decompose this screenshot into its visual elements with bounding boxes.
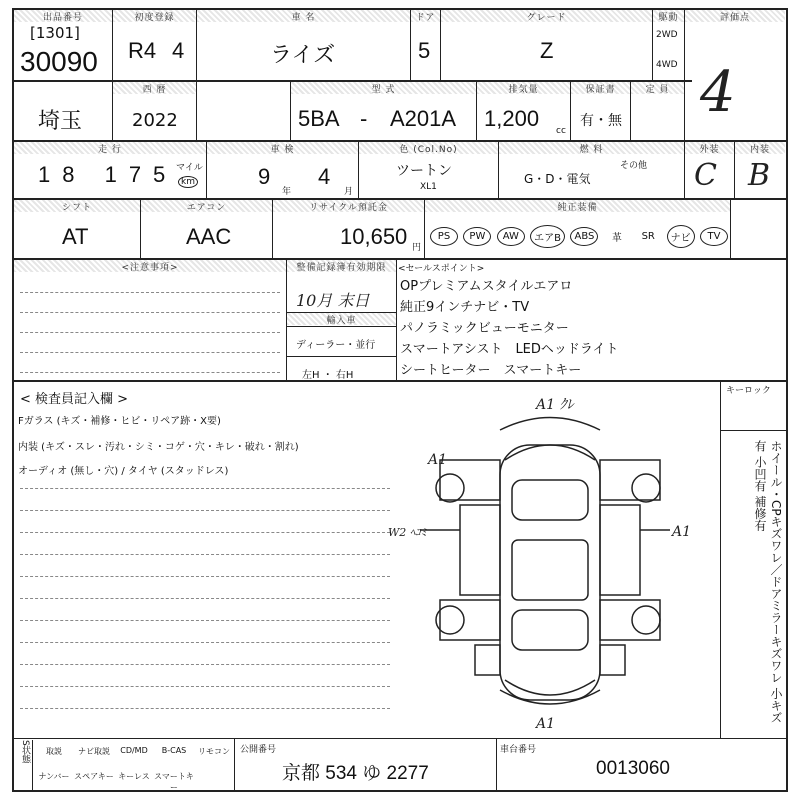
equipment-item: TV	[700, 227, 728, 246]
car-mark-left: A1	[428, 452, 448, 468]
checker-line	[20, 576, 390, 577]
equipment-item: SR	[641, 230, 655, 242]
hdr-import: 輸入車	[287, 313, 396, 325]
inspection-valid-value: 10月 末日	[296, 291, 370, 310]
recycle-unit: 円	[412, 243, 422, 253]
type-code: A201A	[390, 106, 457, 131]
hdr-warranty: 保証書	[571, 82, 630, 94]
sales-points	[400, 276, 619, 381]
hdr-displacement: 排気量	[477, 82, 570, 94]
equipment-item: PW	[463, 227, 491, 246]
equipment-item: AW	[497, 227, 525, 246]
inspection-year: 9	[258, 164, 271, 189]
footer-items	[14, 740, 234, 790]
sales-point-5: シートヒーター スマートキー	[400, 363, 582, 378]
footer-sep	[234, 739, 235, 790]
drive-4wd: 4WD	[656, 60, 678, 70]
note-line	[20, 352, 280, 353]
inspection-month: 4	[318, 164, 331, 189]
car-mark-side-left: W2 ﾍｺﾐ	[388, 526, 427, 539]
sales-point-2: 純正9インチナビ・TV	[400, 300, 530, 315]
hdr-exterior: 外装	[685, 142, 734, 154]
mileage-unit-km: km	[178, 176, 198, 188]
hdr-sales-points: <セールスポイント>	[398, 264, 485, 274]
checker-line	[20, 598, 390, 599]
recycle-value: 10,650	[340, 224, 408, 249]
grade-value: Z	[540, 38, 554, 63]
checker-line	[20, 532, 390, 533]
equipment-item: ABS	[570, 227, 598, 246]
footer-item: ナビ取説	[78, 747, 110, 756]
col-sep	[684, 8, 685, 200]
plate-value: 京都 534 ゆ 2277	[282, 763, 429, 784]
color-name: ツートン	[396, 163, 452, 179]
hdr-score: 評価点	[685, 10, 785, 22]
checker-line	[20, 620, 390, 621]
footer-item: CD/MD	[120, 746, 148, 755]
equipment-item: ナビ	[667, 225, 695, 248]
footer-item: B-CAS	[161, 746, 187, 755]
door-count: 5	[418, 38, 431, 63]
side-note: ホイール・CPキズワレ／ドアミラーキズワレ 小キズ有 小凹有 補修有	[753, 440, 783, 724]
sales-point-4: スマートアシスト LEDヘッドライト	[400, 342, 619, 357]
row-sep-6	[12, 738, 788, 739]
type-dash: -	[360, 106, 368, 131]
mileage-unit-mile: マイル	[176, 163, 203, 173]
keylock-label: キーロック	[726, 386, 771, 396]
footer-s-status: S状態	[14, 740, 33, 790]
hdr-model: 車 名	[197, 10, 410, 22]
year: 2022	[132, 110, 178, 131]
type-prefix: 5BA	[298, 106, 340, 131]
col-sep	[720, 380, 721, 738]
hdr-interior: 内装	[735, 142, 785, 154]
footer-item: キーレス	[118, 772, 150, 781]
warranty-value: 有・無	[580, 113, 622, 129]
footer-sep	[496, 739, 497, 790]
fuel-other: その他	[620, 161, 648, 171]
drive-2wd: 2WD	[656, 30, 678, 40]
checker-line-2: 内装 (キズ・スレ・汚れ・シミ・コゲ・穴・キレ・破れ・割れ)	[18, 442, 299, 453]
region: 埼玉	[38, 108, 83, 133]
col-sep	[286, 326, 396, 327]
frame-bottom	[12, 790, 788, 792]
frame-left	[12, 8, 14, 792]
import-handle: 左H ・ 右H	[302, 370, 354, 381]
hdr-color: 色 (Col.No)	[359, 142, 498, 154]
checker-title: < 検査員記入欄 >	[20, 392, 129, 407]
first-reg-month: 4	[172, 38, 185, 63]
equipment-item: エアB	[530, 225, 565, 248]
col-sep	[720, 430, 788, 431]
hdr-ac: エアコン	[141, 200, 272, 212]
displacement-unit: cc	[556, 126, 566, 136]
car-diagram	[420, 400, 670, 720]
footer-item: 取説	[46, 747, 62, 756]
equipment-item: 革	[611, 232, 622, 244]
checker-line	[20, 510, 390, 511]
inspection-y: 年	[282, 187, 292, 197]
hdr-inspection: 車 検	[207, 142, 358, 154]
col-sep	[196, 80, 197, 140]
interior-grade: B	[748, 158, 771, 193]
first-reg-era: R4	[128, 38, 157, 63]
footer-item: リモコン	[198, 747, 230, 756]
equipment-item: PS	[430, 227, 458, 246]
shift-value: AT	[62, 224, 89, 249]
hdr-door: ドア	[411, 10, 440, 22]
checker-line-1: Fガラス (キズ・補修・ヒビ・リペア跡・X要)	[18, 416, 221, 427]
frame-right	[786, 8, 788, 792]
hdr-inspection-valid: 整備記録簿有効期限	[287, 260, 396, 272]
note-line	[20, 292, 280, 293]
lot-number: 30090	[20, 46, 98, 77]
fuel-label: G・D・電気	[524, 172, 591, 186]
hdr-type: 型 式	[291, 82, 476, 94]
hdr-plate: 公開番号	[240, 745, 277, 755]
hdr-fixed: 定 員	[631, 82, 684, 94]
checker-line	[20, 664, 390, 665]
hdr-equipment: 純正装備	[425, 200, 730, 212]
exterior-grade: C	[694, 158, 717, 193]
footer-item: スマートキー	[154, 772, 194, 792]
hdr-year: 西 暦	[113, 82, 196, 94]
ac-value: AAC	[186, 224, 232, 249]
displacement: 1,200	[484, 106, 540, 131]
sales-point-1: OPプレミアムスタイルエアロ	[400, 279, 573, 294]
hdr-fuel: 燃 料	[499, 142, 684, 154]
col-sep	[730, 198, 731, 258]
checker-line	[20, 686, 390, 687]
equipment-list	[430, 222, 728, 250]
model-name: ライズ	[270, 42, 336, 67]
import-dealer: ディーラー・並行	[296, 340, 376, 351]
hdr-lot: 出品番号	[14, 10, 112, 22]
chassis-value: 0013060	[596, 758, 670, 779]
hdr-drive: 駆動	[653, 10, 684, 22]
inspection-m: 月	[344, 187, 354, 197]
footer-item: ナンバー	[38, 772, 70, 781]
mileage-digits: 18 175	[38, 162, 178, 187]
col-sep	[396, 258, 397, 380]
hdr-recycle: リサイクル預託金	[273, 200, 424, 212]
checker-line	[20, 642, 390, 643]
car-mark-top: A1 ｸﾚ	[536, 397, 574, 413]
checker-line	[20, 488, 390, 489]
hdr-first-reg: 初度登録	[113, 10, 196, 22]
hdr-grade: グレード	[441, 10, 652, 22]
checker-line	[20, 554, 390, 555]
hdr-notes: <注意事項>	[14, 260, 286, 272]
car-mark-bottom: A1	[536, 716, 556, 732]
color-code: XL1	[420, 182, 437, 192]
note-line	[20, 312, 280, 313]
note-line	[20, 372, 280, 373]
checker-line	[20, 708, 390, 709]
note-line	[20, 332, 280, 333]
lot-code: [1301]	[30, 24, 80, 42]
sales-point-3: パノラミックビューモニター	[400, 321, 569, 336]
score-value: 4	[700, 60, 736, 125]
hdr-chassis: 車台番号	[500, 745, 537, 755]
car-mark-side-right: A1	[672, 524, 692, 540]
footer-item: スペアキー	[74, 772, 114, 781]
hdr-mileage: 走 行	[14, 142, 206, 154]
col-sep	[286, 356, 396, 357]
hdr-shift: シフト	[14, 200, 140, 212]
checker-line-3: オーディオ (無し・穴) / タイヤ (スタッドレス)	[18, 466, 229, 477]
